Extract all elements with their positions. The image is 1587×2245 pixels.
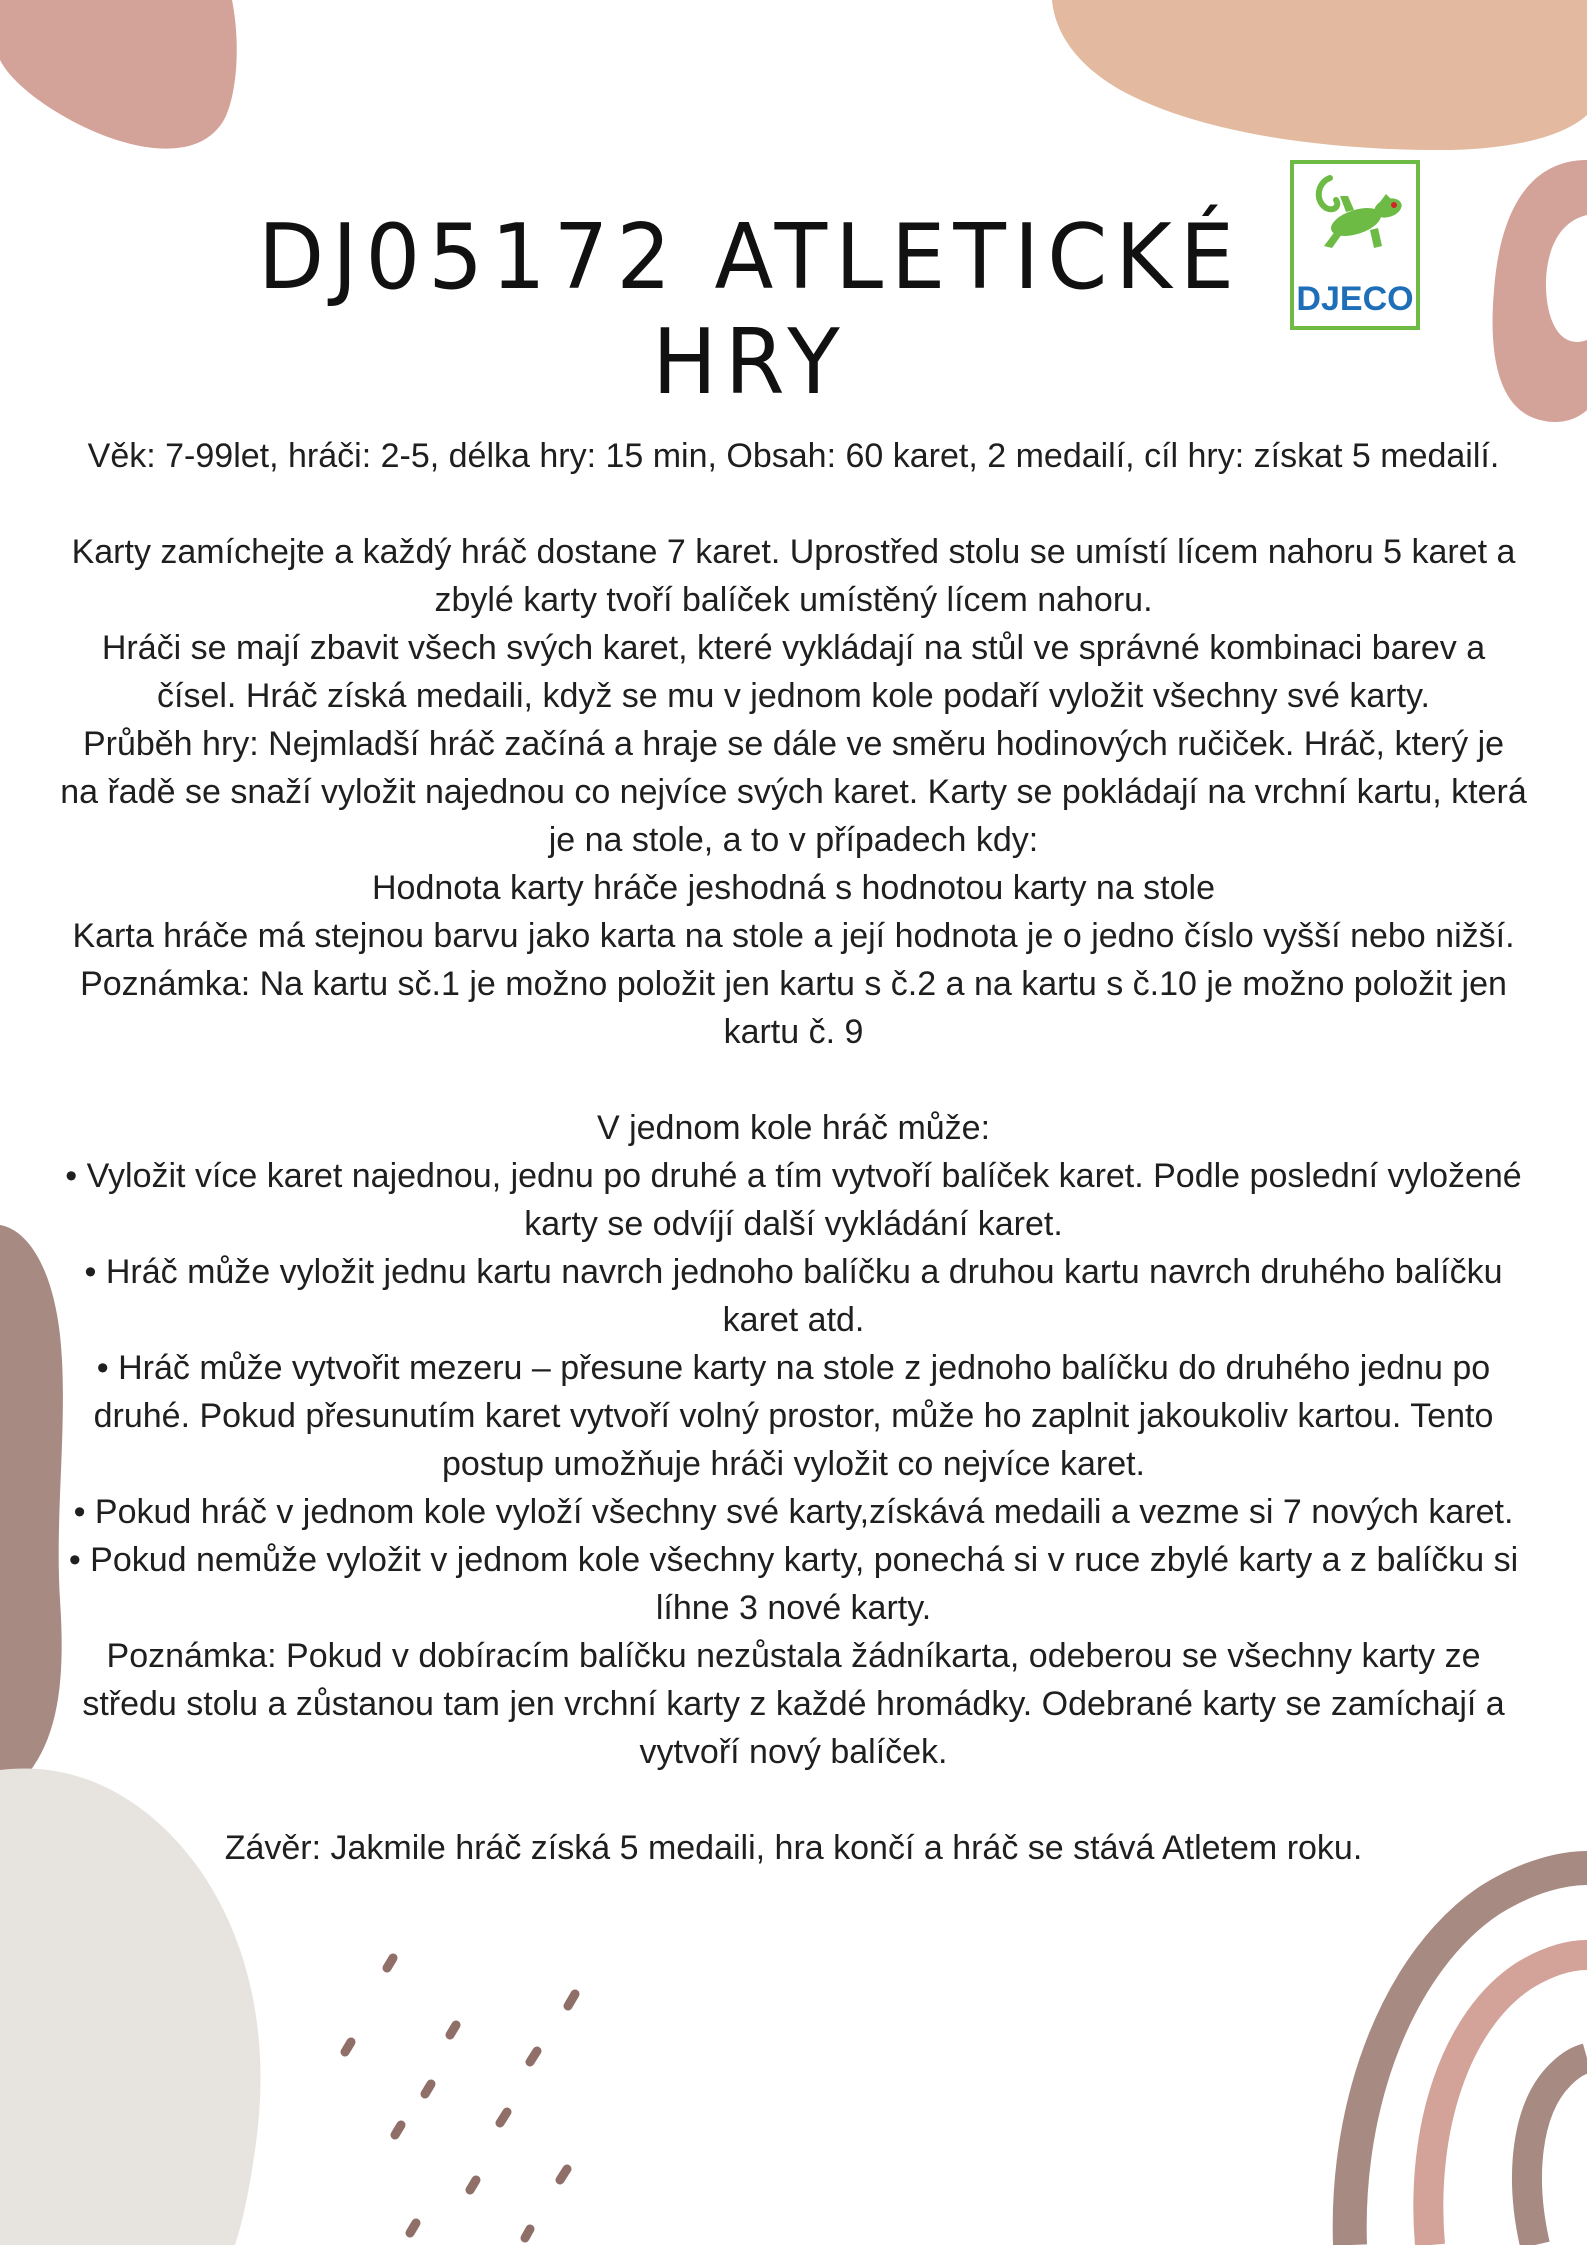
ring-right <box>1493 160 1587 422</box>
djeco-logo <box>1290 160 1420 330</box>
setup-paragraph: Karty zamíchejte a každý hráč dostane 7 karet. Uprostřed stolu se umístí lícem nahoru 5 karet a zbylé karty tvoří balíček umístěný lícem nahoru. <box>71 533 1516 619</box>
gameplay-paragraph: Průběh hry: Nejmladší hráč začíná a hraje se dále ve směru hodinových ručiček. Hráč, který je na řadě se snaží vyložit najednou co nejvíce svých karet. Karty se pokládají na vrchní kartu, která je na stole, a to v případech kdy: <box>60 725 1527 859</box>
rule-same-color: Karta hráče má stejnou barvu jako karta na stole a její hodnota je o jedno číslo vyšší nebo nižší. <box>72 917 1515 955</box>
draw-pile-note: Poznámka: Pokud v dobíracím balíčku nezůstala žádníkarta, odeberou se všechny karty ze středu stolu a zůstanou tam jen vrchní karty z každé hromádky. Odebrané karty se zamíchají a vytvoří nový balíček. <box>82 1637 1505 1771</box>
turn-option-2: • Hráč může vyložit jednu kartu navrch jednoho balíčku a druhou kartu navrch druhého balíčku karet atd. <box>84 1253 1503 1339</box>
turn-heading: V jednom kole hráč může: <box>596 1109 991 1147</box>
logo-text: DJECO <box>1296 280 1414 318</box>
blob-left <box>0 1225 63 1800</box>
game-info: Věk: 7-99let, hráči: 2-5, délka hry: 15 min, Obsah: 60 karet, 2 medailí, cíl hry: získat 5 medailí. <box>87 437 1500 475</box>
page-title: DJ05172 ATLETICKÉ HRY <box>257 205 1243 415</box>
turn-option-3: • Hráč může vytvořit mezeru – přesune karty na stole z jednoho balíčku do druhého jednu po druhé. Pokud přesunutím karet vytvoří volný prostor, může ho zaplnit jakoukoliv kartou. Tento postup umožňuje hráči vyložit co nejvíce karet. <box>93 1349 1494 1483</box>
arc-inner <box>1527 2058 1587 2245</box>
note-paragraph: Poznámka: Na kartu sč.1 je možno položit jen kartu s č.2 a na kartu s č.10 je možno položit jen kartu č. 9 <box>80 965 1507 1051</box>
turn-option-4: • Pokud hráč v jednom kole vyloží všechny své karty,získává medaili a vezme si 7 nových karet. <box>73 1493 1514 1531</box>
rules-text <box>60 432 1527 1872</box>
goal-paragraph: Hráči se mají zbavit všech svých karet, které vykládají na stůl ve správné kombinaci barev a čísel. Hráč získá medaili, když se mu v jednom kole podaří vyložit všechny své karty. <box>101 629 1486 715</box>
blob-top-right <box>1052 0 1587 150</box>
blob-top-left <box>0 0 237 149</box>
turn-option-5: • Pokud nemůže vyložit v jednom kole všechny karty, ponechá si v ruce zbylé karty a z balíčku si líhne 3 nové karty. <box>68 1541 1519 1627</box>
rule-same-value: Hodnota karty hráče jeshodná s hodnotou karty na stole <box>372 869 1215 907</box>
turn-option-1: • Vyložit více karet najednou, jednu po druhé a tím vytvoří balíček karet. Podle poslední vyložené karty se odvíjí další vykládání karet. <box>65 1157 1522 1243</box>
conclusion-paragraph: Závěr: Jakmile hráč získá 5 medaili, hra končí a hráč se stává Atletem roku. <box>224 1829 1363 1867</box>
arc-middle <box>1428 1955 1587 2245</box>
dash-pattern <box>345 1958 575 2238</box>
